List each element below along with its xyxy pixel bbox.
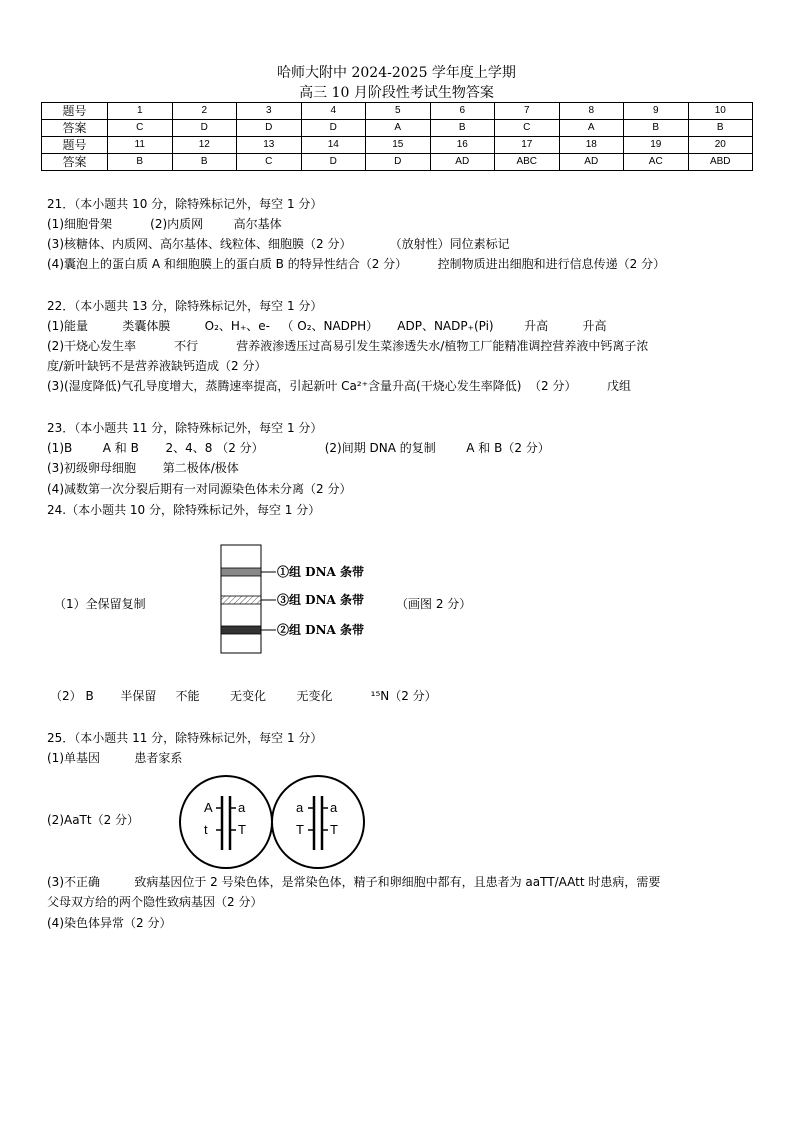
answer-table-cell: A (559, 120, 624, 137)
band-3 (221, 596, 261, 604)
cell-1-allele: A (204, 800, 213, 815)
answer-table-row (42, 137, 753, 154)
answer-table-cell: 12 (172, 137, 237, 154)
q25-line2: (2)AaTt（2 分） (47, 813, 140, 827)
q24-heading: 24.（本小题共 10 分，除特殊标记外，每空 1 分） (47, 503, 321, 517)
q23-line2: (3)初级卵母细胞 第二极体/极体 (47, 461, 239, 475)
cell-1-allele: t (204, 822, 208, 837)
answer-table-cell: 18 (559, 137, 624, 154)
q23-line1: (1)B A 和 B 2、4、8 （2 分） (2)间期 DNA 的复制 A 和 B（2 分） (47, 441, 550, 455)
cell-2-allele: T (330, 822, 338, 837)
answer-table-cell: 13 (237, 137, 302, 154)
band-3-label: ③组 DNA 条带 (277, 593, 365, 607)
answer-table-row-label: 题号 (42, 103, 108, 120)
answer-table-cell: 16 (430, 137, 495, 154)
answer-table-cell: C (495, 120, 560, 137)
band-2 (221, 626, 261, 634)
q25-line4: 父母双方给的两个隐性致病基因（2 分） (47, 895, 263, 909)
band-2-label: ②组 DNA 条带 (277, 623, 365, 637)
q21-line1: (1)细胞骨架 (2)内质网 高尔基体 (47, 217, 282, 231)
answer-table-cell: B (688, 120, 753, 137)
answer-table-cell: D (172, 120, 237, 137)
q22-line2: (2)干烧心发生率 不行 营养液渗透压过高易引发生菜渗透失水/植物工厂能精准调控营养液中钙离子浓 (47, 339, 649, 353)
answer-table-cell: 2 (172, 103, 237, 120)
document-subtitle: 高三 10 月阶段性考试生物答案 (299, 85, 494, 101)
answer-table-cell: 3 (237, 103, 302, 120)
answer-table-cell: AC (624, 154, 689, 171)
cell-1-allele: a (238, 800, 246, 815)
answer-table-row-label: 题号 (42, 137, 108, 154)
answer-table-cell: 11 (108, 137, 173, 154)
q21-heading: 21．（本小题共 10 分，除特殊标记外，每空 1 分） (47, 197, 323, 211)
answer-table-cell: 10 (688, 103, 753, 120)
q21-line2: (3)核糖体、内质网、高尔基体、线粒体、细胞膜（2 分） （放射性）同位素标记 (47, 237, 510, 251)
q21-line3: (4)囊泡上的蛋白质 A 和细胞膜上的蛋白质 B 的特异性结合（2 分） 控制物质进出细胞和进行信息传递（2 分） (47, 257, 666, 271)
cell-1-allele: T (238, 822, 246, 837)
answer-table-cell: ABC (495, 154, 560, 171)
answer-table-row (42, 154, 753, 171)
band-1 (221, 568, 261, 576)
cell-1-membrane (180, 776, 272, 868)
answer-table-cell: 20 (688, 137, 753, 154)
answer-table-cell: D (301, 154, 366, 171)
q25-heading: 25．（本小题共 11 分，除特殊标记外，每空 1 分） (47, 731, 323, 745)
answer-table-row (42, 103, 753, 120)
answer-table-cell: AD (559, 154, 624, 171)
answer-table-cell: 9 (624, 103, 689, 120)
q23-line3: (4)减数第一次分裂后期有一对同源染色体未分离（2 分） (47, 482, 352, 496)
answer-table-cell: 17 (495, 137, 560, 154)
q25-line5: (4)染色体异常（2 分） (47, 916, 172, 930)
chromosome-diagram (178, 772, 418, 872)
q22-heading: 22．（本小题共 13 分，除特殊标记外，每空 1 分） (47, 299, 323, 313)
q24-diagram-note: （画图 2 分） (396, 597, 472, 611)
answer-table-cell: A (366, 120, 431, 137)
answer-table-cell: D (301, 120, 366, 137)
answer-table-cell: AD (430, 154, 495, 171)
answer-table-cell: B (108, 154, 173, 171)
band-1-label: ①组 DNA 条带 (277, 565, 365, 579)
answer-table-cell: 8 (559, 103, 624, 120)
answer-table-row (42, 120, 753, 137)
answer-table-cell: C (108, 120, 173, 137)
answer-table-cell: 15 (366, 137, 431, 154)
answer-table-cell: 4 (301, 103, 366, 120)
cell-2-allele: a (296, 800, 304, 815)
answer-table-cell: B (624, 120, 689, 137)
q22-line3: 度/新叶缺钙不是营养液缺钙造成（2 分） (47, 359, 267, 373)
answer-table-cell: B (172, 154, 237, 171)
answer-table-cell: 6 (430, 103, 495, 120)
q22-line4: (3)(湿度降低)气孔导度增大，蒸腾速率提高，引起新叶 Ca²⁺含量升高(干烧心发生率降低) （2 分） 戊组 (47, 379, 632, 393)
answer-table-row-label: 答案 (42, 154, 108, 171)
q24-line1: （1）全保留复制 (54, 597, 146, 611)
answer-table (41, 102, 753, 171)
answer-table-cell: 5 (366, 103, 431, 120)
answer-table-cell: 7 (495, 103, 560, 120)
cell-2-allele: a (330, 800, 338, 815)
answer-table-cell: 19 (624, 137, 689, 154)
cell-2-membrane (272, 776, 364, 868)
answer-table-cell: B (430, 120, 495, 137)
answer-table-cell: ABD (688, 154, 753, 171)
answer-table-cell: D (366, 154, 431, 171)
cell-1 (180, 776, 272, 868)
q23-heading: 23．（本小题共 11 分，除特殊标记外，每空 1 分） (47, 421, 323, 435)
cell-2-allele: T (296, 822, 304, 837)
answer-table-cell: D (237, 120, 302, 137)
answer-table-cell: 14 (301, 137, 366, 154)
q25-line1: (1)单基因 患者家系 (47, 751, 183, 765)
cell-2 (272, 776, 364, 868)
q24-line2: （2） B 半保留 不能 无变化 无变化 ¹⁵N（2 分） (50, 689, 437, 703)
answer-table-row-label: 答案 (42, 120, 108, 137)
answer-table-cell: C (237, 154, 302, 171)
q22-line1: (1)能量 类囊体膜 O₂、H₊、e- （ O₂、NADPH） ADP、NADP₊(Pi) 升高 升高 (47, 319, 607, 333)
answer-table-cell: 1 (108, 103, 173, 120)
q25-line3: (3)不正确 致病基因位于 2 号染色体，是常染色体，精子和卵细胞中都有，且患者为 aaTT/AAtt 时患病，需要 (47, 875, 661, 889)
document-title: 哈师大附中 2024-2025 学年度上学期 (277, 65, 516, 81)
